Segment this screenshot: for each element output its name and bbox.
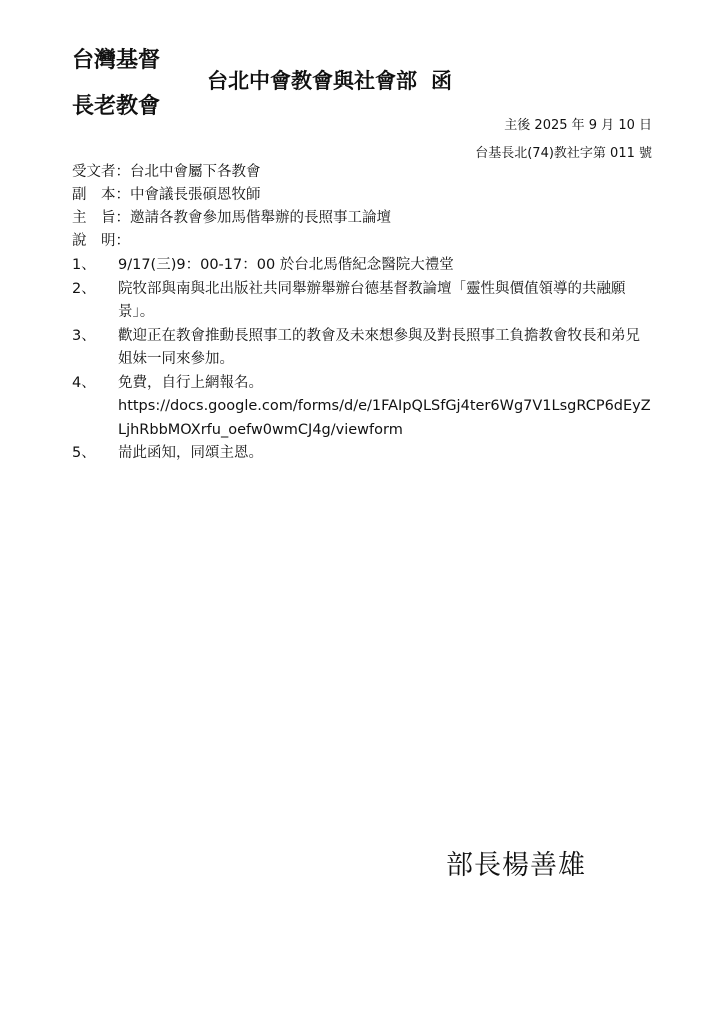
- organization-name: [72, 38, 182, 130]
- item-text: 歡迎正在教會推動長照事工的教會及未來想參與及對長照事工負擔教會牧長和弟兄姐妹一同來參加。: [118, 327, 640, 367]
- list-item: [72, 325, 652, 372]
- item-text: 9/17(三)9：00-17：00 於台北馬偕紀念醫院大禮堂: [118, 257, 454, 273]
- item-text: 院牧部與南與北出版社共同舉辦舉辦台德基督教論壇「靈性與價值領導的共融願景」。: [118, 280, 626, 320]
- registration-form-link[interactable]: https://docs.google.com/forms/d/e/1FAIpQLSfGj4ter6Wg7V1LsgRCP6dEyZLjhRbbMOXrfu_oefw0wmCJ4g/viewform: [118, 398, 651, 438]
- field-value: 邀請各教會參加馬偕舉辦的長照事工論壇: [130, 210, 391, 226]
- field-label: 說 明: [72, 233, 116, 249]
- list-item: [72, 254, 652, 278]
- signature: 部長楊善雄: [446, 850, 586, 881]
- field-value: 中會議長張碩恩牧師: [130, 187, 261, 203]
- list-item: [72, 278, 652, 325]
- org-name-line-1: 台灣基督: [72, 48, 161, 73]
- field-value: 台北中會屬下各教會: [130, 164, 261, 180]
- item-number: 4、: [72, 374, 96, 391]
- field-label: 主 旨: [72, 210, 116, 226]
- field-label: 受文者: [72, 164, 116, 180]
- list-item: [72, 372, 652, 443]
- item-text: 耑此函知，同頌主恩。: [118, 445, 263, 461]
- document-title: [207, 64, 452, 98]
- item-number: 1、: [72, 257, 96, 273]
- item-number: 5、: [72, 445, 96, 461]
- item-number: 2、: [72, 280, 96, 297]
- field-label: 副 本: [72, 187, 116, 203]
- field-recipient: [72, 161, 652, 184]
- field-separator: ：: [115, 187, 130, 203]
- document-number: 台基長北(74)教社字第 011 號: [475, 146, 652, 161]
- item-text-with-link: [118, 372, 652, 443]
- list-item: [72, 442, 652, 466]
- document-fields: [72, 161, 652, 253]
- field-copy-to: [72, 184, 652, 207]
- field-subject: [72, 207, 652, 230]
- issue-date: 主後 2025 年 9 月 10 日: [504, 118, 652, 133]
- description-list: [72, 254, 652, 466]
- document-type: 函: [431, 69, 452, 93]
- field-description: [72, 230, 652, 253]
- field-separator: ：: [115, 164, 130, 180]
- field-separator: ：: [115, 233, 130, 249]
- issuing-department: 台北中會教會與社會部: [207, 69, 417, 93]
- field-separator: ：: [115, 210, 130, 226]
- item-number: 3、: [72, 327, 96, 344]
- org-name-line-2: 長老教會: [72, 94, 161, 119]
- item-text: 免費，自行上網報名。: [118, 374, 263, 391]
